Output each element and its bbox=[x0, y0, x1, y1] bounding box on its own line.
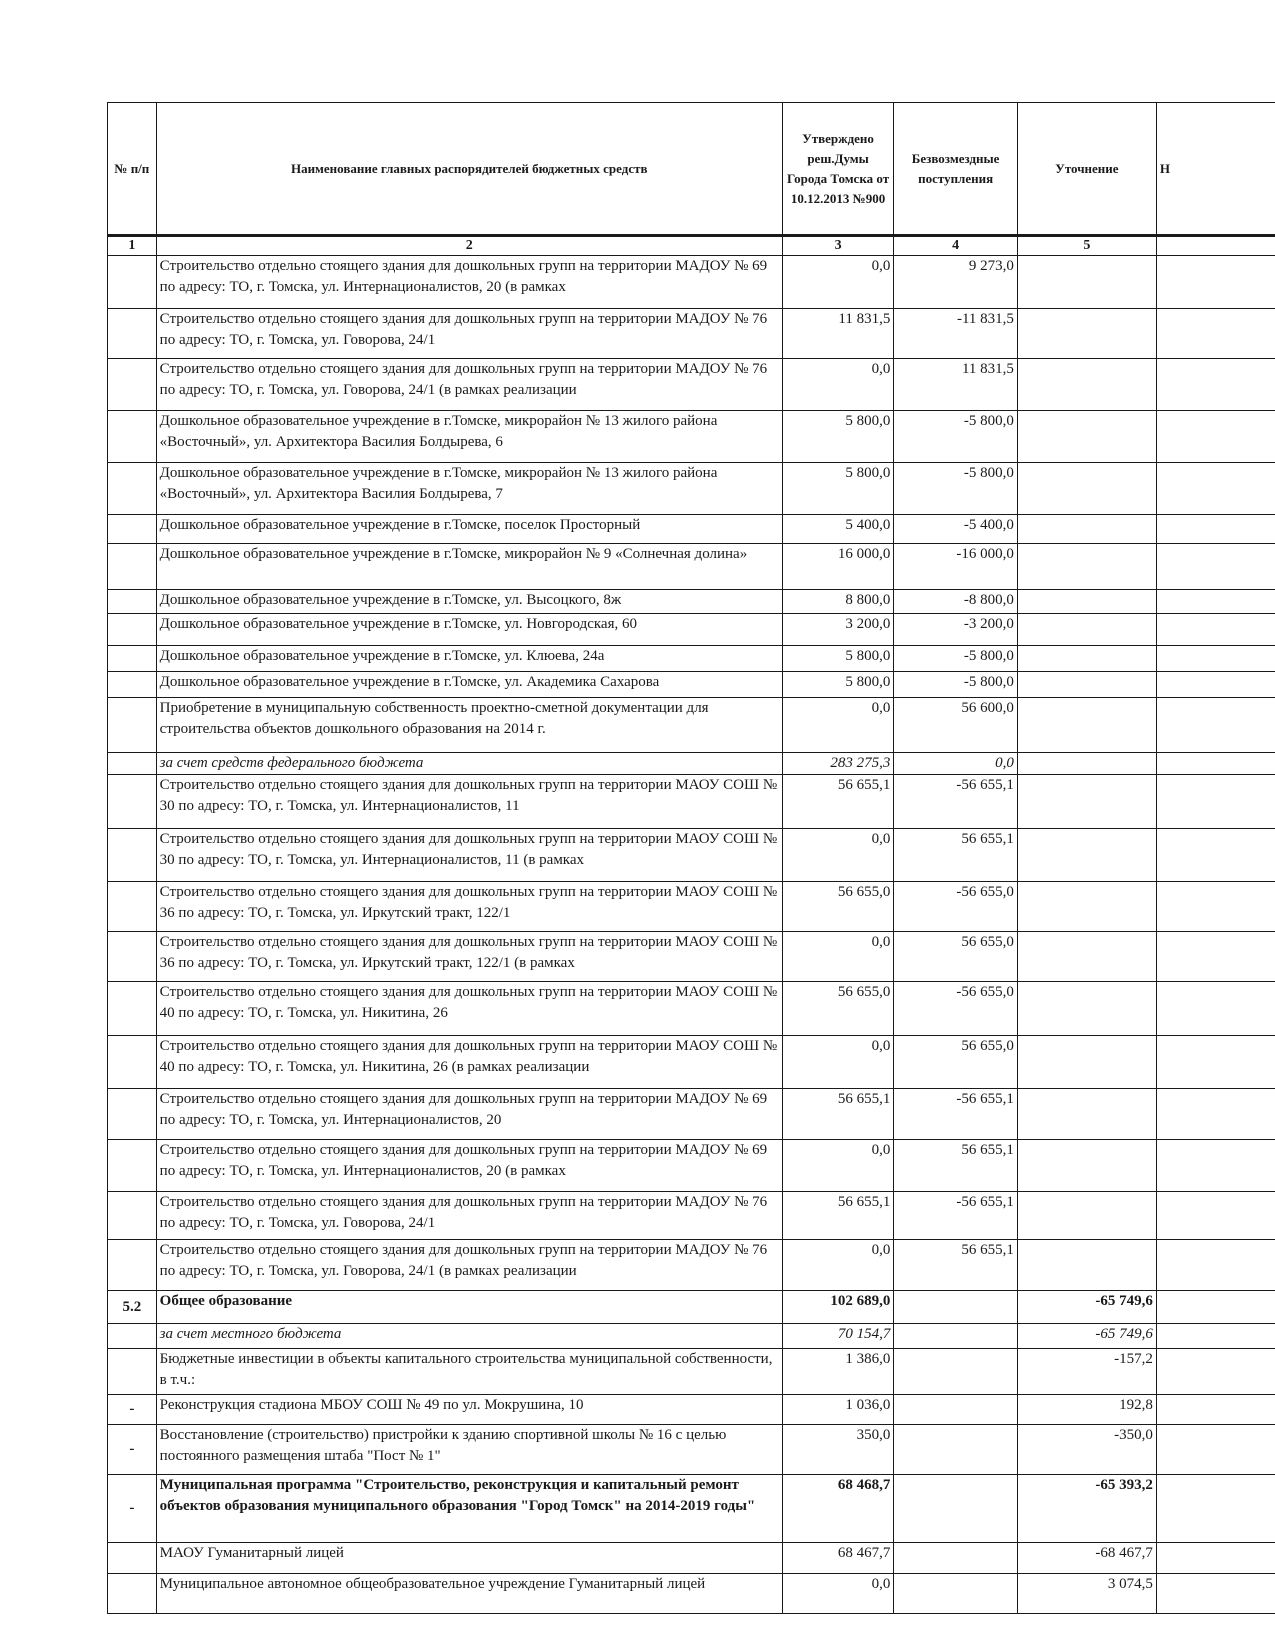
row-next bbox=[1156, 463, 1275, 515]
row-grants: 56 600,0 bbox=[894, 698, 1018, 753]
table-row bbox=[108, 1475, 1275, 1543]
row-grants: 11 831,5 bbox=[894, 359, 1018, 411]
row-grants: -3 200,0 bbox=[894, 614, 1018, 646]
row-approved: 11 831,5 bbox=[782, 309, 894, 359]
row-next bbox=[1156, 932, 1275, 982]
table-row bbox=[108, 1192, 1275, 1240]
row-next bbox=[1156, 1349, 1275, 1395]
row-number: - bbox=[108, 1475, 157, 1543]
row-change bbox=[1017, 515, 1156, 544]
table-row bbox=[108, 515, 1275, 544]
row-number bbox=[108, 544, 157, 590]
table-row bbox=[108, 256, 1275, 309]
row-approved: 0,0 bbox=[782, 1574, 894, 1614]
row-grants: -5 800,0 bbox=[894, 411, 1018, 463]
row-number bbox=[108, 646, 157, 672]
table-row bbox=[108, 463, 1275, 515]
row-grants bbox=[894, 1543, 1018, 1574]
row-grants: 56 655,1 bbox=[894, 829, 1018, 882]
row-number bbox=[108, 672, 157, 698]
table-row bbox=[108, 1089, 1275, 1140]
row-name: Строительство отдельно стоящего здания для дошкольных групп на территории МАДОУ № 76 по адресу: ТО, г. Томска, ул. Говорова, 24/1 bbox=[156, 309, 782, 359]
row-change bbox=[1017, 411, 1156, 463]
row-next bbox=[1156, 1036, 1275, 1089]
row-grants: -5 800,0 bbox=[894, 463, 1018, 515]
row-number bbox=[108, 359, 157, 411]
row-approved: 102 689,0 bbox=[782, 1291, 894, 1324]
row-number bbox=[108, 1324, 157, 1349]
table-row bbox=[108, 411, 1275, 463]
row-grants bbox=[894, 1395, 1018, 1425]
row-grants: -5 400,0 bbox=[894, 515, 1018, 544]
row-grants: -56 655,0 bbox=[894, 882, 1018, 932]
row-approved: 5 800,0 bbox=[782, 672, 894, 698]
row-name: Муниципальная программа "Строительство, реконструкция и капитальный ремонт объектов образования муниципального образования "Город Томск" на 2014-2019 годы" bbox=[156, 1475, 782, 1543]
row-next bbox=[1156, 309, 1275, 359]
table-row bbox=[108, 614, 1275, 646]
row-change bbox=[1017, 463, 1156, 515]
row-number: 5.2 bbox=[108, 1291, 157, 1324]
row-next bbox=[1156, 1425, 1275, 1475]
row-name: МАОУ Гуманитарный лицей bbox=[156, 1543, 782, 1574]
row-grants: 56 655,1 bbox=[894, 1140, 1018, 1192]
row-next bbox=[1156, 359, 1275, 411]
row-change bbox=[1017, 359, 1156, 411]
column-number: 4 bbox=[894, 236, 1018, 256]
row-next bbox=[1156, 1324, 1275, 1349]
row-next bbox=[1156, 515, 1275, 544]
row-change bbox=[1017, 775, 1156, 829]
row-next bbox=[1156, 1574, 1275, 1614]
row-number bbox=[108, 1543, 157, 1574]
table-row bbox=[108, 882, 1275, 932]
row-number bbox=[108, 590, 157, 614]
row-number bbox=[108, 1192, 157, 1240]
row-approved: 0,0 bbox=[782, 1036, 894, 1089]
row-grants: -5 800,0 bbox=[894, 646, 1018, 672]
row-next bbox=[1156, 672, 1275, 698]
row-change bbox=[1017, 829, 1156, 882]
row-grants bbox=[894, 1324, 1018, 1349]
table-row bbox=[108, 1036, 1275, 1089]
row-name: Строительство отдельно стоящего здания для дошкольных групп на территории МАДОУ № 76 по адресу: ТО, г. Томска, ул. Говорова, 24/1 (в рамках реализации bbox=[156, 359, 782, 411]
header-next: Н bbox=[1156, 103, 1275, 236]
table-row bbox=[108, 698, 1275, 753]
row-change bbox=[1017, 309, 1156, 359]
column-number-row bbox=[108, 236, 1275, 256]
row-number: - bbox=[108, 1395, 157, 1425]
row-approved: 56 655,0 bbox=[782, 882, 894, 932]
row-name: Строительство отдельно стоящего здания для дошкольных групп на территории МАДОУ № 69 по адресу: ТО, г. Томска, ул. Интернационалистов, 20 (в рамках bbox=[156, 1140, 782, 1192]
row-name: Дошкольное образовательное учреждение в г.Томске, микрорайон № 13 жилого района «Восточный», ул. Архитектора Василия Болдырева, 6 bbox=[156, 411, 782, 463]
row-grants: -8 800,0 bbox=[894, 590, 1018, 614]
row-change bbox=[1017, 1192, 1156, 1240]
header-grants: Безвозмездные поступления bbox=[894, 103, 1018, 236]
row-change bbox=[1017, 1140, 1156, 1192]
row-next bbox=[1156, 1089, 1275, 1140]
row-name: Строительство отдельно стоящего здания для дошкольных групп на территории МАОУ СОШ № 40 по адресу: ТО, г. Томска, ул. Никитина, 26 bbox=[156, 982, 782, 1036]
row-grants: -11 831,5 bbox=[894, 309, 1018, 359]
row-next bbox=[1156, 1475, 1275, 1543]
header-name: Наименование главных распорядителей бюджетных средств bbox=[156, 103, 782, 236]
row-approved: 5 800,0 bbox=[782, 646, 894, 672]
table-row bbox=[108, 359, 1275, 411]
row-number bbox=[108, 1089, 157, 1140]
row-next bbox=[1156, 775, 1275, 829]
table-row bbox=[108, 590, 1275, 614]
table-row bbox=[108, 672, 1275, 698]
row-approved: 0,0 bbox=[782, 256, 894, 309]
table-row bbox=[108, 829, 1275, 882]
row-next bbox=[1156, 829, 1275, 882]
row-name: Строительство отдельно стоящего здания для дошкольных групп на территории МАДОУ № 69 по адресу: ТО, г. Томска, ул. Интернационалистов, 20 (в рамках bbox=[156, 256, 782, 309]
row-name: Строительство отдельно стоящего здания для дошкольных групп на территории МАДОУ № 69 по адресу: ТО, г. Томска, ул. Интернационалистов, 20 bbox=[156, 1089, 782, 1140]
row-grants: -5 800,0 bbox=[894, 672, 1018, 698]
table-row bbox=[108, 753, 1275, 775]
row-number bbox=[108, 463, 157, 515]
table-row bbox=[108, 1425, 1275, 1475]
table-row bbox=[108, 932, 1275, 982]
row-approved: 56 655,1 bbox=[782, 775, 894, 829]
column-number: 2 bbox=[156, 236, 782, 256]
table-row bbox=[108, 775, 1275, 829]
column-number: 5 bbox=[1017, 236, 1156, 256]
table-row bbox=[108, 1395, 1275, 1425]
header-number: № п/п bbox=[108, 103, 157, 236]
row-name: Строительство отдельно стоящего здания для дошкольных групп на территории МАОУ СОШ № 30 по адресу: ТО, г. Томска, ул. Интернационалистов, 11 (в рамках bbox=[156, 829, 782, 882]
row-next bbox=[1156, 256, 1275, 309]
row-number bbox=[108, 775, 157, 829]
row-number bbox=[108, 309, 157, 359]
header-row bbox=[108, 103, 1275, 236]
row-approved: 5 800,0 bbox=[782, 411, 894, 463]
row-change: -65 749,6 bbox=[1017, 1324, 1156, 1349]
row-change: -157,2 bbox=[1017, 1349, 1156, 1395]
row-name: Строительство отдельно стоящего здания для дошкольных групп на территории МАОУ СОШ № 30 по адресу: ТО, г. Томска, ул. Интернационалистов, 11 bbox=[156, 775, 782, 829]
row-name: за счет местного бюджета bbox=[156, 1324, 782, 1349]
row-approved: 56 655,0 bbox=[782, 982, 894, 1036]
row-next bbox=[1156, 882, 1275, 932]
row-name: Бюджетные инвестиции в объекты капитального строительства муниципальной собственности, в т.ч.: bbox=[156, 1349, 782, 1395]
row-approved: 0,0 bbox=[782, 1240, 894, 1291]
row-number bbox=[108, 1240, 157, 1291]
row-change bbox=[1017, 882, 1156, 932]
column-number: 3 bbox=[782, 236, 894, 256]
row-grants: -56 655,1 bbox=[894, 1089, 1018, 1140]
row-grants: -56 655,1 bbox=[894, 1192, 1018, 1240]
row-change: 192,8 bbox=[1017, 1395, 1156, 1425]
row-approved: 0,0 bbox=[782, 1140, 894, 1192]
budget-table bbox=[107, 102, 1275, 1614]
row-grants: -56 655,0 bbox=[894, 982, 1018, 1036]
row-change bbox=[1017, 1089, 1156, 1140]
row-approved: 0,0 bbox=[782, 359, 894, 411]
row-change bbox=[1017, 614, 1156, 646]
row-approved: 56 655,1 bbox=[782, 1089, 894, 1140]
row-approved: 16 000,0 bbox=[782, 544, 894, 590]
row-change: -350,0 bbox=[1017, 1425, 1156, 1475]
row-grants: 9 273,0 bbox=[894, 256, 1018, 309]
row-number bbox=[108, 982, 157, 1036]
row-name: Строительство отдельно стоящего здания для дошкольных групп на территории МАДОУ № 76 по адресу: ТО, г. Томска, ул. Говорова, 24/1 bbox=[156, 1192, 782, 1240]
row-change bbox=[1017, 753, 1156, 775]
row-number bbox=[108, 882, 157, 932]
row-name: Дошкольное образовательное учреждение в г.Томске, ул. Новгородская, 60 bbox=[156, 614, 782, 646]
row-next bbox=[1156, 1291, 1275, 1324]
row-approved: 68 467,7 bbox=[782, 1543, 894, 1574]
row-change bbox=[1017, 590, 1156, 614]
row-number bbox=[108, 698, 157, 753]
row-approved: 8 800,0 bbox=[782, 590, 894, 614]
row-approved: 3 200,0 bbox=[782, 614, 894, 646]
row-number bbox=[108, 932, 157, 982]
row-grants bbox=[894, 1425, 1018, 1475]
table-row bbox=[108, 1324, 1275, 1349]
row-name: Строительство отдельно стоящего здания для дошкольных групп на территории МАДОУ № 76 по адресу: ТО, г. Томска, ул. Говорова, 24/1 (в рамках реализации bbox=[156, 1240, 782, 1291]
row-change: 3 074,5 bbox=[1017, 1574, 1156, 1614]
table-row bbox=[108, 1240, 1275, 1291]
row-number bbox=[108, 515, 157, 544]
row-name: Строительство отдельно стоящего здания для дошкольных групп на территории МАОУ СОШ № 36 по адресу: ТО, г. Томска, ул. Иркутский тракт, 122/1 bbox=[156, 882, 782, 932]
row-name: Строительство отдельно стоящего здания для дошкольных групп на территории МАОУ СОШ № 36 по адресу: ТО, г. Томска, ул. Иркутский тракт, 122/1 (в рамках bbox=[156, 932, 782, 982]
row-approved: 1 036,0 bbox=[782, 1395, 894, 1425]
row-approved: 283 275,3 bbox=[782, 753, 894, 775]
row-approved: 0,0 bbox=[782, 932, 894, 982]
header-approved: Утверждено реш.Думы Города Томска от 10.12.2013 №900 bbox=[782, 103, 894, 236]
row-grants: 0,0 bbox=[894, 753, 1018, 775]
row-name: Дошкольное образовательное учреждение в г.Томске, микрорайон № 13 жилого района «Восточный», ул. Архитектора Василия Болдырева, 7 bbox=[156, 463, 782, 515]
row-name: Строительство отдельно стоящего здания для дошкольных групп на территории МАОУ СОШ № 40 по адресу: ТО, г. Томска, ул. Никитина, 26 (в рамках реализации bbox=[156, 1036, 782, 1089]
table-row bbox=[108, 982, 1275, 1036]
row-name: Муниципальное автономное общеобразовательное учреждение Гуманитарный лицей bbox=[156, 1574, 782, 1614]
row-next bbox=[1156, 753, 1275, 775]
row-name: за счет средств федерального бюджета bbox=[156, 753, 782, 775]
row-number bbox=[108, 753, 157, 775]
row-next bbox=[1156, 1543, 1275, 1574]
row-name: Дошкольное образовательное учреждение в г.Томске, ул. Академика Сахарова bbox=[156, 672, 782, 698]
row-grants: 56 655,0 bbox=[894, 1036, 1018, 1089]
row-grants bbox=[894, 1349, 1018, 1395]
row-grants: -56 655,1 bbox=[894, 775, 1018, 829]
row-approved: 0,0 bbox=[782, 698, 894, 753]
row-approved: 1 386,0 bbox=[782, 1349, 894, 1395]
row-grants bbox=[894, 1291, 1018, 1324]
row-name: Дошкольное образовательное учреждение в г.Томске, ул. Клюева, 24а bbox=[156, 646, 782, 672]
table-row bbox=[108, 1291, 1275, 1324]
row-name: Восстановление (строительство) пристройки к зданию спортивной школы № 16 с целью постоянного размещения штаба "Пост № 1" bbox=[156, 1425, 782, 1475]
row-grants: -16 000,0 bbox=[894, 544, 1018, 590]
row-number bbox=[108, 256, 157, 309]
row-next bbox=[1156, 590, 1275, 614]
row-change bbox=[1017, 1240, 1156, 1291]
row-change bbox=[1017, 698, 1156, 753]
table-row bbox=[108, 544, 1275, 590]
column-number: 1 bbox=[108, 236, 157, 256]
row-grants bbox=[894, 1475, 1018, 1543]
row-change bbox=[1017, 256, 1156, 309]
table-row bbox=[108, 1574, 1275, 1614]
row-change: -65 393,2 bbox=[1017, 1475, 1156, 1543]
row-number bbox=[108, 1574, 157, 1614]
row-approved: 68 468,7 bbox=[782, 1475, 894, 1543]
row-number bbox=[108, 411, 157, 463]
row-approved: 5 400,0 bbox=[782, 515, 894, 544]
row-name: Реконструкция стадиона МБОУ СОШ № 49 по ул. Мокрушина, 10 bbox=[156, 1395, 782, 1425]
row-next bbox=[1156, 544, 1275, 590]
table-row bbox=[108, 309, 1275, 359]
row-approved: 350,0 bbox=[782, 1425, 894, 1475]
row-name: Дошкольное образовательное учреждение в г.Томске, ул. Высоцкого, 8ж bbox=[156, 590, 782, 614]
table-row bbox=[108, 1543, 1275, 1574]
row-number: - bbox=[108, 1425, 157, 1475]
row-number bbox=[108, 829, 157, 882]
row-approved: 70 154,7 bbox=[782, 1324, 894, 1349]
row-approved: 5 800,0 bbox=[782, 463, 894, 515]
row-approved: 56 655,1 bbox=[782, 1192, 894, 1240]
row-name: Приобретение в муниципальную собственность проектно-сметной документации для строительства объектов дошкольного образования на 2014 г. bbox=[156, 698, 782, 753]
row-name: Дошкольное образовательное учреждение в г.Томске, микрорайон № 9 «Солнечная долина» bbox=[156, 544, 782, 590]
row-change bbox=[1017, 1036, 1156, 1089]
row-number bbox=[108, 614, 157, 646]
row-change bbox=[1017, 646, 1156, 672]
row-next bbox=[1156, 614, 1275, 646]
row-next bbox=[1156, 698, 1275, 753]
row-grants: 56 655,1 bbox=[894, 1240, 1018, 1291]
row-grants bbox=[894, 1574, 1018, 1614]
column-number bbox=[1156, 236, 1275, 256]
row-next bbox=[1156, 982, 1275, 1036]
row-next bbox=[1156, 1240, 1275, 1291]
row-approved: 0,0 bbox=[782, 829, 894, 882]
table-row bbox=[108, 1140, 1275, 1192]
table-row bbox=[108, 1349, 1275, 1395]
row-change: -65 749,6 bbox=[1017, 1291, 1156, 1324]
row-name: Общее образование bbox=[156, 1291, 782, 1324]
table-row bbox=[108, 646, 1275, 672]
row-number bbox=[108, 1349, 157, 1395]
header-change: Уточнение bbox=[1017, 103, 1156, 236]
row-change bbox=[1017, 544, 1156, 590]
row-number bbox=[108, 1036, 157, 1089]
row-name: Дошкольное образовательное учреждение в г.Томске, поселок Просторный bbox=[156, 515, 782, 544]
row-change bbox=[1017, 982, 1156, 1036]
row-change bbox=[1017, 932, 1156, 982]
row-next bbox=[1156, 1395, 1275, 1425]
row-number bbox=[108, 1140, 157, 1192]
row-next bbox=[1156, 411, 1275, 463]
row-next bbox=[1156, 1140, 1275, 1192]
row-change bbox=[1017, 672, 1156, 698]
row-next bbox=[1156, 1192, 1275, 1240]
row-change: -68 467,7 bbox=[1017, 1543, 1156, 1574]
row-next bbox=[1156, 646, 1275, 672]
row-grants: 56 655,0 bbox=[894, 932, 1018, 982]
